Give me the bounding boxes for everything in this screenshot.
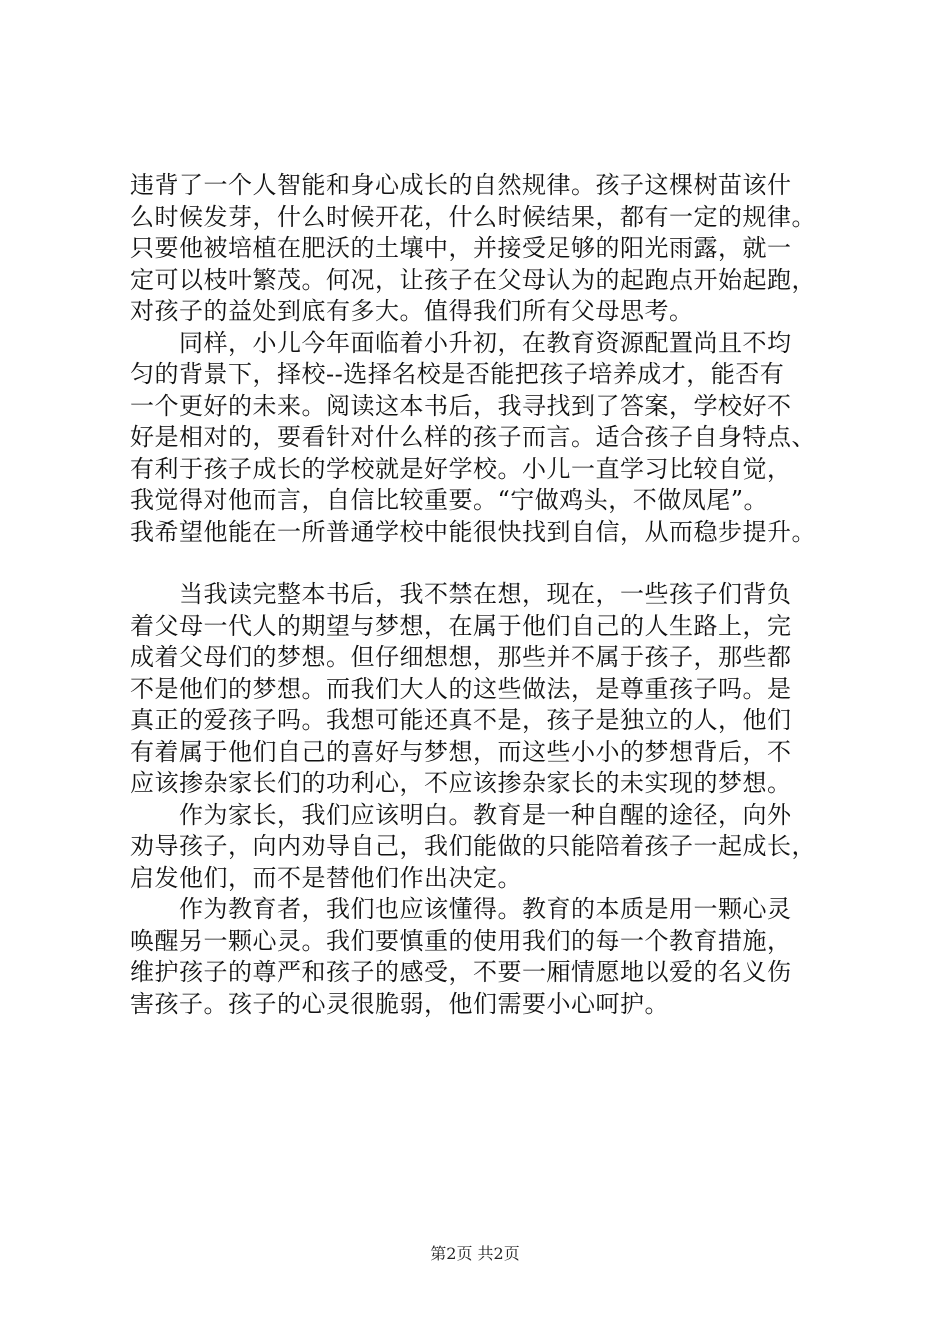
paragraph-3 (130, 579, 850, 800)
page-footer (0, 1244, 950, 1264)
text-line: 害孩子。孩子的心灵很脆弱，他们需要小心呵护。 (130, 989, 669, 1018)
text-line: 好是相对的，要看针对什么样的孩子而言。适合孩子自身特点、 (130, 423, 816, 451)
text-line: 一个更好的未来。阅读这本书后，我寻找到了答案，学校好不 (130, 391, 792, 420)
text-line: 劝导孩子，向内劝导自己，我们能做的只能陪着孩子一起成长， (130, 832, 816, 860)
text-line: 有利于孩子成长的学校就是好学校。小儿一直学习比较自觉， (130, 454, 792, 483)
text-line: 成着父母们的梦想。但仔细想想，那些并不属于孩子，那些都 (130, 643, 792, 671)
text-line: 违背了一个人智能和身心成长的自然规律。孩子这棵树苗该什 (130, 171, 792, 199)
text-line: 么时候发芽，什么时候开花，什么时候结果，都有一定的规律。 (130, 202, 816, 231)
text-line: 着父母一代人的期望与梦想，在属于他们自己的人生路上，完 (130, 611, 792, 640)
text-line: 维护孩子的尊严和孩子的感受，不要一厢情愿地以爱的名义伤 (130, 958, 792, 986)
text-line: 定可以枝叶繁茂。何况，让孩子在父母认为的起跑点开始起跑， (130, 265, 816, 294)
text-line: 只要他被培植在肥沃的土壤中，并接受足够的阳光雨露，就一 (130, 234, 792, 262)
document-body (130, 170, 850, 1020)
text-line: 应该掺杂家长们的功利心，不应该掺杂家长的未实现的梦想。 (130, 769, 792, 797)
paragraph-4 (130, 800, 850, 895)
paragraph-5 (130, 894, 850, 1020)
text-line: 我希望他能在一所普通学校中能很快找到自信，从而稳步提升。 (130, 517, 816, 546)
paragraph-1 (130, 170, 850, 328)
text-line: 启发他们，而不是替他们作出决定。 (130, 863, 522, 892)
text-line: 作为教育者，我们也应该懂得。教育的本质是用一颗心灵 (130, 895, 792, 923)
paragraph-spacer (130, 548, 850, 579)
text-line: 作为家长，我们应该明白。教育是一种自醒的途径，向外 (130, 800, 792, 829)
page-total: 共2页 (477, 1244, 520, 1263)
text-line: 真正的爱孩子吗。我想可能还真不是，孩子是独立的人，他们 (130, 706, 792, 734)
text-line: 匀的背景下，择校--选择名校是否能把孩子培养成才，能否有 (130, 360, 785, 388)
paragraph-2 (130, 328, 850, 549)
text-line: 我觉得对他而言，自信比较重要。“宁做鸡头，不做凤尾”。 (130, 486, 769, 514)
page-number: 第2页 (430, 1244, 473, 1263)
text-line: 对孩子的益处到底有多大。值得我们所有父母思考。 (130, 297, 694, 325)
text-line: 同样，小儿今年面临着小升初，在教育资源配置尚且不均 (130, 328, 792, 357)
text-line: 不是他们的梦想。而我们大人的这些做法，是尊重孩子吗。是 (130, 674, 792, 703)
text-line: 有着属于他们自己的喜好与梦想，而这些小小的梦想背后，不 (130, 737, 792, 766)
text-line: 当我读完整本书后，我不禁在想，现在，一些孩子们背负 (130, 580, 792, 608)
text-line: 唤醒另一颗心灵。我们要慎重的使用我们的每一个教育措施， (130, 926, 792, 955)
